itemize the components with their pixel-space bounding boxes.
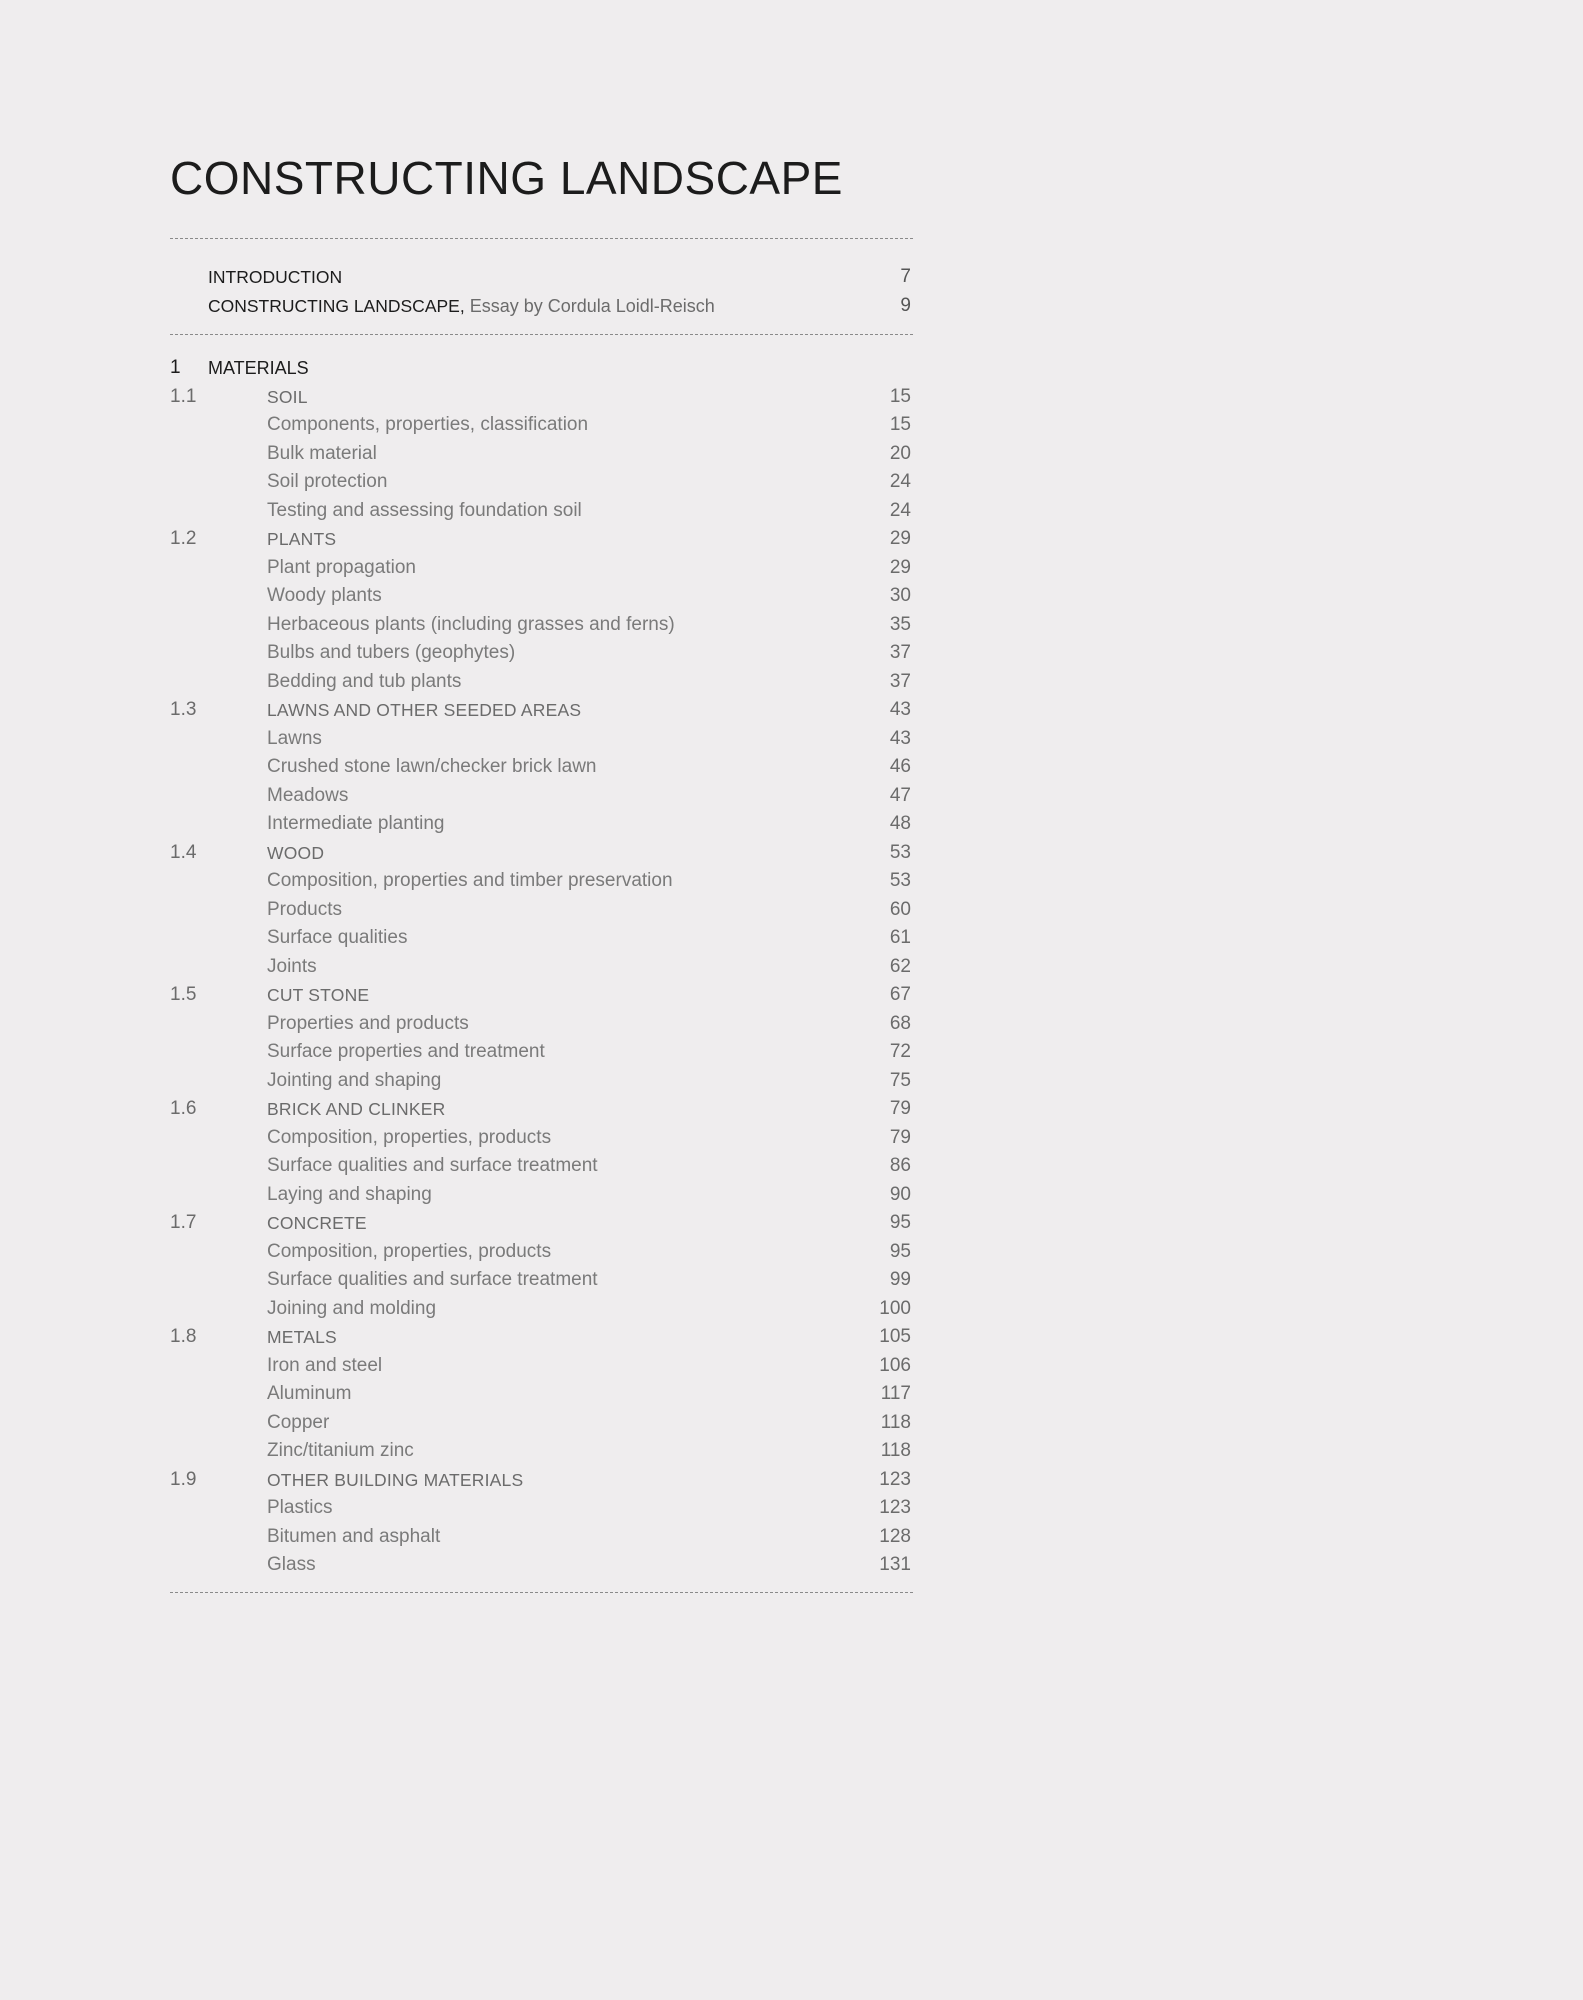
toc-item-row[interactable] (170, 554, 913, 583)
item-page-number: 48 (889, 813, 911, 834)
item-page-number: 24 (889, 499, 911, 521)
toc-item-row[interactable] (170, 468, 913, 497)
item-page-number: 118 (880, 1440, 911, 1461)
item-label: Surface qualities and surface treatment (267, 1269, 598, 1290)
item-label: Plant propagation (267, 556, 416, 578)
section-title: PLANTS (267, 529, 337, 549)
toc-item-row[interactable] (170, 1409, 913, 1438)
entry-title: INTRODUCTION (208, 267, 343, 287)
section-page-number: 123 (879, 1468, 911, 1490)
item-label: Copper (267, 1411, 330, 1433)
toc-item-row[interactable] (170, 440, 913, 469)
section-page-number: 105 (879, 1326, 911, 1347)
item-label: Products (267, 898, 342, 920)
item-page-number: 106 (879, 1354, 911, 1376)
item-page-number: 35 (889, 613, 911, 635)
toc-item-row[interactable] (170, 668, 913, 697)
toc-item-row[interactable] (170, 924, 913, 953)
toc-item-row[interactable] (170, 1181, 913, 1210)
section-page-number: 53 (889, 841, 911, 863)
item-label: Composition, properties and timber preservation (267, 870, 673, 891)
item-label: Surface qualities and surface treatment (267, 1155, 598, 1176)
section-page-number: 15 (889, 385, 911, 407)
item-page-number: 61 (889, 927, 911, 948)
toc-item-row[interactable] (170, 1295, 913, 1324)
item-page-number: 68 (889, 1012, 911, 1034)
item-page-number: 30 (889, 585, 911, 606)
toc-section-row[interactable] (170, 839, 913, 868)
item-page-number: 20 (889, 442, 911, 464)
section-number: 1.9 (170, 1468, 197, 1490)
entry-page-number: 7 (900, 266, 911, 287)
item-page-number: 37 (889, 670, 911, 692)
item-page-number: 123 (879, 1497, 911, 1518)
item-page-number: 37 (889, 642, 911, 663)
item-label: Components, properties, classification (267, 414, 589, 435)
section-page-number: 43 (889, 699, 911, 720)
toc-section-row[interactable] (170, 383, 913, 412)
toc-section-row[interactable] (170, 981, 913, 1010)
item-label: Joining and molding (267, 1297, 437, 1319)
page-title: CONSTRUCTING LANDSCAPE (170, 152, 843, 204)
toc-item-row[interactable] (170, 953, 913, 982)
item-page-number: 118 (880, 1411, 911, 1433)
section-number: 1.1 (170, 385, 197, 407)
section-title: BRICK AND CLINKER (267, 1099, 446, 1119)
toc-item-row[interactable] (170, 582, 913, 611)
toc-item-row[interactable] (170, 1494, 913, 1523)
item-page-number: 100 (879, 1297, 911, 1319)
item-label: Properties and products (267, 1012, 469, 1034)
entry-title: CONSTRUCTING LANDSCAPE, (208, 295, 465, 316)
item-label: Bitumen and asphalt (267, 1525, 441, 1547)
item-page-number: 24 (889, 471, 911, 492)
item-page-number: 72 (889, 1041, 911, 1062)
item-page-number: 90 (889, 1183, 911, 1205)
section-title: WOOD (267, 842, 325, 863)
toc-item-row[interactable] (170, 753, 913, 782)
toc-page (170, 150, 913, 1593)
item-page-number: 15 (889, 414, 911, 435)
section-number: 1.8 (170, 1326, 197, 1347)
item-label: Intermediate planting (267, 813, 445, 834)
item-label: Soil protection (267, 471, 388, 492)
item-page-number: 62 (889, 955, 911, 977)
section-title: LAWNS AND OTHER SEEDED AREAS (267, 700, 582, 720)
item-label: Plastics (267, 1497, 333, 1518)
item-label: Glass (267, 1554, 316, 1575)
item-page-number: 47 (889, 784, 911, 806)
item-page-number: 29 (889, 556, 911, 578)
section-number: 1.5 (170, 984, 197, 1005)
toc-entry-essay[interactable] (170, 292, 913, 321)
item-label: Jointing and shaping (267, 1069, 442, 1091)
item-label: Joints (267, 955, 317, 977)
item-label: Iron and steel (267, 1354, 383, 1376)
item-label: Bulk material (267, 442, 377, 464)
chapter-title: MATERIALS (208, 358, 309, 378)
item-page-number: 99 (889, 1269, 911, 1290)
toc-item-row[interactable] (170, 782, 913, 811)
toc-item-row[interactable] (170, 1437, 913, 1466)
chapter-heading[interactable] (170, 354, 913, 383)
section-title: CONCRETE (267, 1213, 367, 1233)
item-label: Testing and assessing foundation soil (267, 499, 582, 521)
divider-bottom (170, 1592, 913, 1593)
toc-item-row[interactable] (170, 1124, 913, 1153)
item-label: Bedding and tub plants (267, 670, 462, 692)
section-title: OTHER BUILDING MATERIALS (267, 1469, 524, 1490)
chapter-number: 1 (170, 357, 181, 378)
toc-item-row[interactable] (170, 1352, 913, 1381)
toc-item-row[interactable] (170, 411, 913, 440)
item-label: Aluminum (267, 1383, 352, 1404)
item-label: Composition, properties, products (267, 1126, 552, 1148)
toc-item-row[interactable] (170, 611, 913, 640)
item-page-number: 128 (879, 1525, 911, 1547)
entry-subtitle: Essay by Cordula Loidl-Reisch (464, 295, 715, 316)
item-page-number: 43 (889, 727, 911, 749)
item-label: Laying and shaping (267, 1183, 432, 1205)
toc-item-row[interactable] (170, 1523, 913, 1552)
item-page-number: 95 (889, 1240, 911, 1262)
section-number: 1.4 (170, 841, 197, 863)
entry-label (208, 292, 715, 322)
toc-section-row[interactable] (170, 525, 913, 554)
item-page-number: 60 (889, 898, 911, 920)
toc-item-row[interactable] (170, 1380, 913, 1409)
toc-item-row[interactable] (170, 896, 913, 925)
item-label: Surface qualities (267, 927, 408, 948)
toc-section-row[interactable] (170, 696, 913, 725)
section-page-number: 67 (889, 984, 911, 1005)
toc-item-row[interactable] (170, 639, 913, 668)
item-page-number: 131 (879, 1554, 911, 1575)
item-label: Bulbs and tubers (geophytes) (267, 642, 516, 663)
section-number: 1.7 (170, 1212, 197, 1233)
item-page-number: 86 (889, 1155, 911, 1176)
toc-item-row[interactable] (170, 1266, 913, 1295)
chapter-materials (170, 335, 913, 1592)
toc-section-row[interactable] (170, 1209, 913, 1238)
entry-page-number: 9 (900, 294, 911, 316)
section-number: 1.6 (170, 1098, 197, 1119)
toc-item-row[interactable] (170, 867, 913, 896)
item-page-number: 46 (889, 756, 911, 777)
toc-item-row[interactable] (170, 1067, 913, 1096)
toc-item-row[interactable] (170, 1238, 913, 1267)
section-title: SOIL (267, 386, 308, 407)
item-label: Zinc/titanium zinc (267, 1440, 414, 1461)
toc-entry-introduction[interactable] (170, 263, 913, 292)
item-label: Herbaceous plants (including grasses and ferns) (267, 613, 675, 635)
section-page-number: 79 (889, 1098, 911, 1119)
section-title: METALS (267, 1327, 337, 1347)
item-page-number: 79 (889, 1126, 911, 1148)
toc-item-row[interactable] (170, 497, 913, 526)
item-label: Composition, properties, products (267, 1240, 552, 1262)
section-page-number: 29 (889, 528, 911, 549)
toc-item-row[interactable] (170, 725, 913, 754)
item-label: Meadows (267, 784, 349, 806)
toc-item-row[interactable] (170, 1551, 913, 1580)
toc-item-row[interactable] (170, 1152, 913, 1181)
intro-section (170, 239, 913, 334)
section-list (170, 383, 913, 1580)
toc-section-row[interactable] (170, 1323, 913, 1352)
item-page-number: 75 (889, 1069, 911, 1091)
section-page-number: 95 (889, 1212, 911, 1233)
toc-item-row[interactable] (170, 810, 913, 839)
section-number: 1.2 (170, 528, 197, 549)
item-page-number: 117 (880, 1383, 911, 1404)
toc-item-row[interactable] (170, 1038, 913, 1067)
item-label: Woody plants (267, 585, 382, 606)
item-page-number: 53 (889, 870, 911, 891)
toc-item-row[interactable] (170, 1010, 913, 1039)
toc-section-row[interactable] (170, 1466, 913, 1495)
toc-section-row[interactable] (170, 1095, 913, 1124)
entry-label (208, 263, 342, 293)
section-number: 1.3 (170, 699, 197, 720)
section-title: CUT STONE (267, 985, 370, 1005)
item-label: Lawns (267, 727, 322, 749)
item-label: Surface properties and treatment (267, 1041, 545, 1062)
item-label: Crushed stone lawn/checker brick lawn (267, 756, 597, 777)
